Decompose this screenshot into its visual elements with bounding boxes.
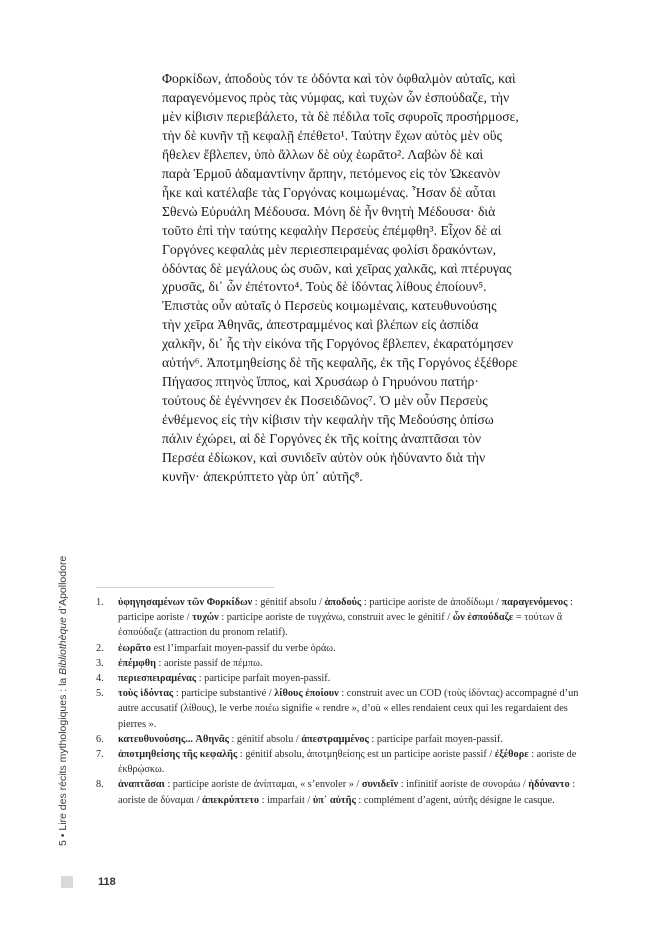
footnote-term: ὑφηγησαμένων τῶν Φορκίδων: [118, 597, 253, 608]
footnote-term: ἀπεκρύπτετο: [202, 794, 260, 806]
greek-line: ἤθελεν ἔβλεπεν, ὑπὸ ἄλλων δὲ οὐχ ἑωρᾶτο². Λαβὼν δὲ καὶ: [162, 146, 484, 162]
footnote-term: παραγενόμενος: [501, 597, 568, 608]
greek-line: Φορκίδων, ἀποδοὺς τόν τε ὀδόντα καὶ τὸν ὀφθαλμὸν αὐταῖς, καὶ: [162, 71, 516, 86]
footnote-term: ὑπ᾽ αὐτῆς: [312, 794, 356, 806]
footnote-gloss: : aoriste de δύναμαι /: [118, 779, 576, 806]
footnote-text: [118, 747, 592, 777]
footnote-gloss: : génitif absolu /: [228, 733, 302, 745]
footnote-term: συνιδεῖν: [361, 779, 399, 791]
footnote-item: [96, 747, 592, 777]
footnote-number: 7.: [96, 749, 104, 761]
greek-line: τοῦτο ἐπὶ τὴν ταύτης κεφαλὴν Περσεὺς ἐπέμφθη³. Εἶχον δὲ αἱ: [162, 222, 502, 238]
footnote-gloss: : participe aoriste de τυγχάνω, construit avec le génitif /: [218, 612, 453, 624]
footnote-gloss: : complément d’agent, αὐτῆς désigne le casque.: [355, 794, 555, 806]
greek-line: Σθενὼ Εὐρυάλη Μέδουσα. Μόνη δὲ ἦν θνητὴ Μέδουσα· διὰ: [162, 203, 496, 219]
greek-line: χρυσᾶς, δι᾽ ὧν ἐπέτοντο⁴. Τοὺς δὲ ἰδόντας λίθους ἐποίουν⁵.: [162, 279, 487, 295]
running-head-suffix: d’Apollodore: [57, 555, 69, 618]
running-head-prefix: 5 • Lire des récits mythologiques : la: [57, 674, 69, 846]
footnote-term: ἀποδούς: [324, 597, 362, 608]
footnote-gloss: : construit avec un COD (τοὺς ἰδόντας) accompagné d’un autre accusatif (λίθους), le verbe ποιέω signifie « rendre », d’où « elles rendaient ceux qui les regardaient des pierres ».: [118, 688, 579, 730]
running-head-vertical: [57, 556, 69, 846]
footnote-term: ἑωρᾶτο: [118, 642, 152, 654]
greek-line: αὐτήν⁶. Ἀποτμηθείσης δὲ τῆς κεφαλῆς, ἐκ τῆς Γοργόνος ἐξέθορε: [162, 355, 518, 371]
greek-passage: [162, 70, 590, 487]
footnote-separator: [96, 587, 274, 588]
footnote-item: [96, 595, 592, 641]
greek-line: ἧκε καὶ κατέλαβε τὰς Γοργόνας κοιμωμένας. Ἦσαν δὲ αὗται: [162, 184, 496, 200]
footnote-number: 4.: [96, 673, 104, 685]
greek-line: πάλιν ἐχώρει, αἱ δὲ Γοργόνες ἐκ τῆς κοίτης ἀναπτᾶσαι τὸν: [162, 431, 482, 447]
greek-line: Περσέα ἐδίωκον, καὶ συνιδεῖν αὐτὸν οὐκ ἠδύναντο διὰ τὴν: [162, 450, 486, 466]
footnote-term: κατευθυνούσης... Ἀθηνᾶς: [118, 733, 229, 745]
footnote-gloss: = τούτων ἃ ἐσπούδαζε (attraction du pronom relatif).: [118, 612, 563, 639]
greek-line: κυνῆν· ἀπεκρύπτετο γὰρ ὑπ᾽ αὐτῆς⁸.: [162, 469, 363, 485]
footnote-term: περιεσπειραμένας: [118, 673, 197, 685]
footnote-gloss: : aoriste passif de πέμπω.: [155, 657, 263, 669]
greek-line: Γοργόνες κεφαλὰς μὲν περιεσπειραμένας φολίσι δρακόντων,: [162, 241, 496, 257]
page-number: 118: [98, 876, 116, 888]
footnote-term: ἀπεστραμμένος: [301, 733, 369, 745]
footnote-term: ἠδύναντο: [528, 779, 570, 791]
footnote-item: [96, 656, 592, 671]
footnote-term: λίθους ἐποίουν: [274, 688, 339, 700]
footnote-gloss: : participe substantivé /: [173, 688, 275, 700]
greek-line: χαλκῆν, δι᾽ ἧς τὴν εἰκόνα τῆς Γοργόνος ἔβλεπεν, ἐκαρατόμησεν: [162, 336, 514, 352]
greek-line: Ἐπιστὰς οὖν αὐταῖς ὁ Περσεὺς κοιμωμέναις, κατευθυνούσης: [162, 298, 497, 314]
footnote-number: 3.: [96, 657, 104, 669]
footnote-list: [96, 595, 592, 808]
footnote-gloss: : imparfait /: [259, 794, 313, 806]
footnote-gloss: : génitif absolu, ἀποτμηθείσης est un participe aoriste passif /: [237, 749, 495, 761]
greek-line: μὲν κίβισιν περιεβάλετο, τὰ δὲ πέδιλα τοῖς σφυροῖς προσήρμοσε,: [162, 108, 519, 124]
footnote-term: ἀναπτᾶσαι: [118, 779, 165, 791]
running-head-title: Bibliothèque: [57, 617, 69, 675]
footnote-item: [96, 732, 592, 747]
footnote-number: 1.: [96, 597, 104, 608]
footnote-item: [96, 641, 592, 656]
greek-line: Πήγασος πτηνὸς ἵππος, καὶ Χρυσάωρ ὁ Γηρυόνου πατήρ·: [162, 374, 479, 390]
footnote-gloss: est l’imparfait moyen-passif du verbe ὁράω.: [151, 642, 336, 654]
greek-line: ἐνθέμενος εἰς τὴν κίβισιν τὴν κεφαλὴν τῆς Μεδούσης ὀπίσω: [162, 412, 494, 428]
footnote-text: [118, 777, 592, 807]
footnote-text: [118, 595, 592, 641]
footnote-text: [118, 686, 592, 732]
footnote-gloss: : participe parfait moyen-passif.: [196, 673, 331, 685]
greek-line: ὀδόντας δὲ μεγάλους ὡς συῶν, καὶ χεῖρας χαλκᾶς, καὶ πτέρυγας: [162, 260, 512, 276]
footnote-gloss: : participe parfait moyen-passif.: [368, 733, 503, 745]
footnote-text: [118, 671, 592, 686]
footnote-gloss: : participe aoriste de ἀποδίδωμι /: [361, 597, 502, 608]
footnote-item: [96, 671, 592, 686]
footnote-gloss: : participe aoriste /: [118, 597, 573, 624]
footnote-number: 6.: [96, 733, 104, 745]
footnote-term: ὧν ἐσπούδαζε: [452, 612, 514, 624]
footnote-number: 2.: [96, 642, 104, 654]
footnote-item: [96, 686, 592, 732]
greek-line: παραγενόμενος πρὸς τὰς νύμφας, καὶ τυχὼν ὧν ἐσπούδαζε, τὴν: [162, 89, 510, 105]
footnote-gloss: : participe aoriste de ἀνίπταμαι, « s’envoler » /: [164, 779, 362, 791]
footnote-gloss: : génitif absolu /: [252, 597, 325, 608]
footnote-text: [118, 641, 592, 656]
footnote-number: 5.: [96, 688, 104, 700]
footnote-term: τοὺς ἰδόντας: [118, 688, 174, 700]
page-marker-square: [61, 876, 73, 888]
footnote-term: ἐπέμφθη: [118, 657, 156, 669]
greek-line: τούτους δὲ ἐγέννησεν ἐκ Ποσειδῶνος⁷. Ὁ μὲν οὖν Περσεὺς: [162, 393, 488, 409]
footnote-text: [118, 732, 592, 747]
footnote-number: 8.: [96, 779, 104, 791]
footnote-term: τυχών: [192, 612, 219, 624]
footnote-gloss: : aoriste de ἐκθρῴσκω.: [118, 749, 577, 776]
greek-line: τὴν χεῖρα Ἀθηνᾶς, ἀπεστραμμένος καὶ βλέπων εἰς ἀσπίδα: [162, 317, 479, 333]
footnote-term: ἀποτμηθείσης τῆς κεφαλῆς: [118, 749, 238, 761]
greek-line: παρὰ Ἑρμοῦ ἀδαμαντίνην ἅρπην, πετόμενος εἰς τὸν Ὠκεανὸν: [162, 165, 501, 181]
greek-line: τὴν δὲ κυνῆν τῇ κεφαλῇ ἐπέθετο¹. Ταύτην ἔχων αὐτὸς μὲν οὓς: [162, 127, 502, 143]
footnote-term: ἐξέθορε: [494, 749, 529, 761]
footnote-text: [118, 656, 592, 671]
footnote-gloss: : infinitif aoriste de συνοράω /: [398, 779, 529, 791]
footnote-item: [96, 777, 592, 807]
